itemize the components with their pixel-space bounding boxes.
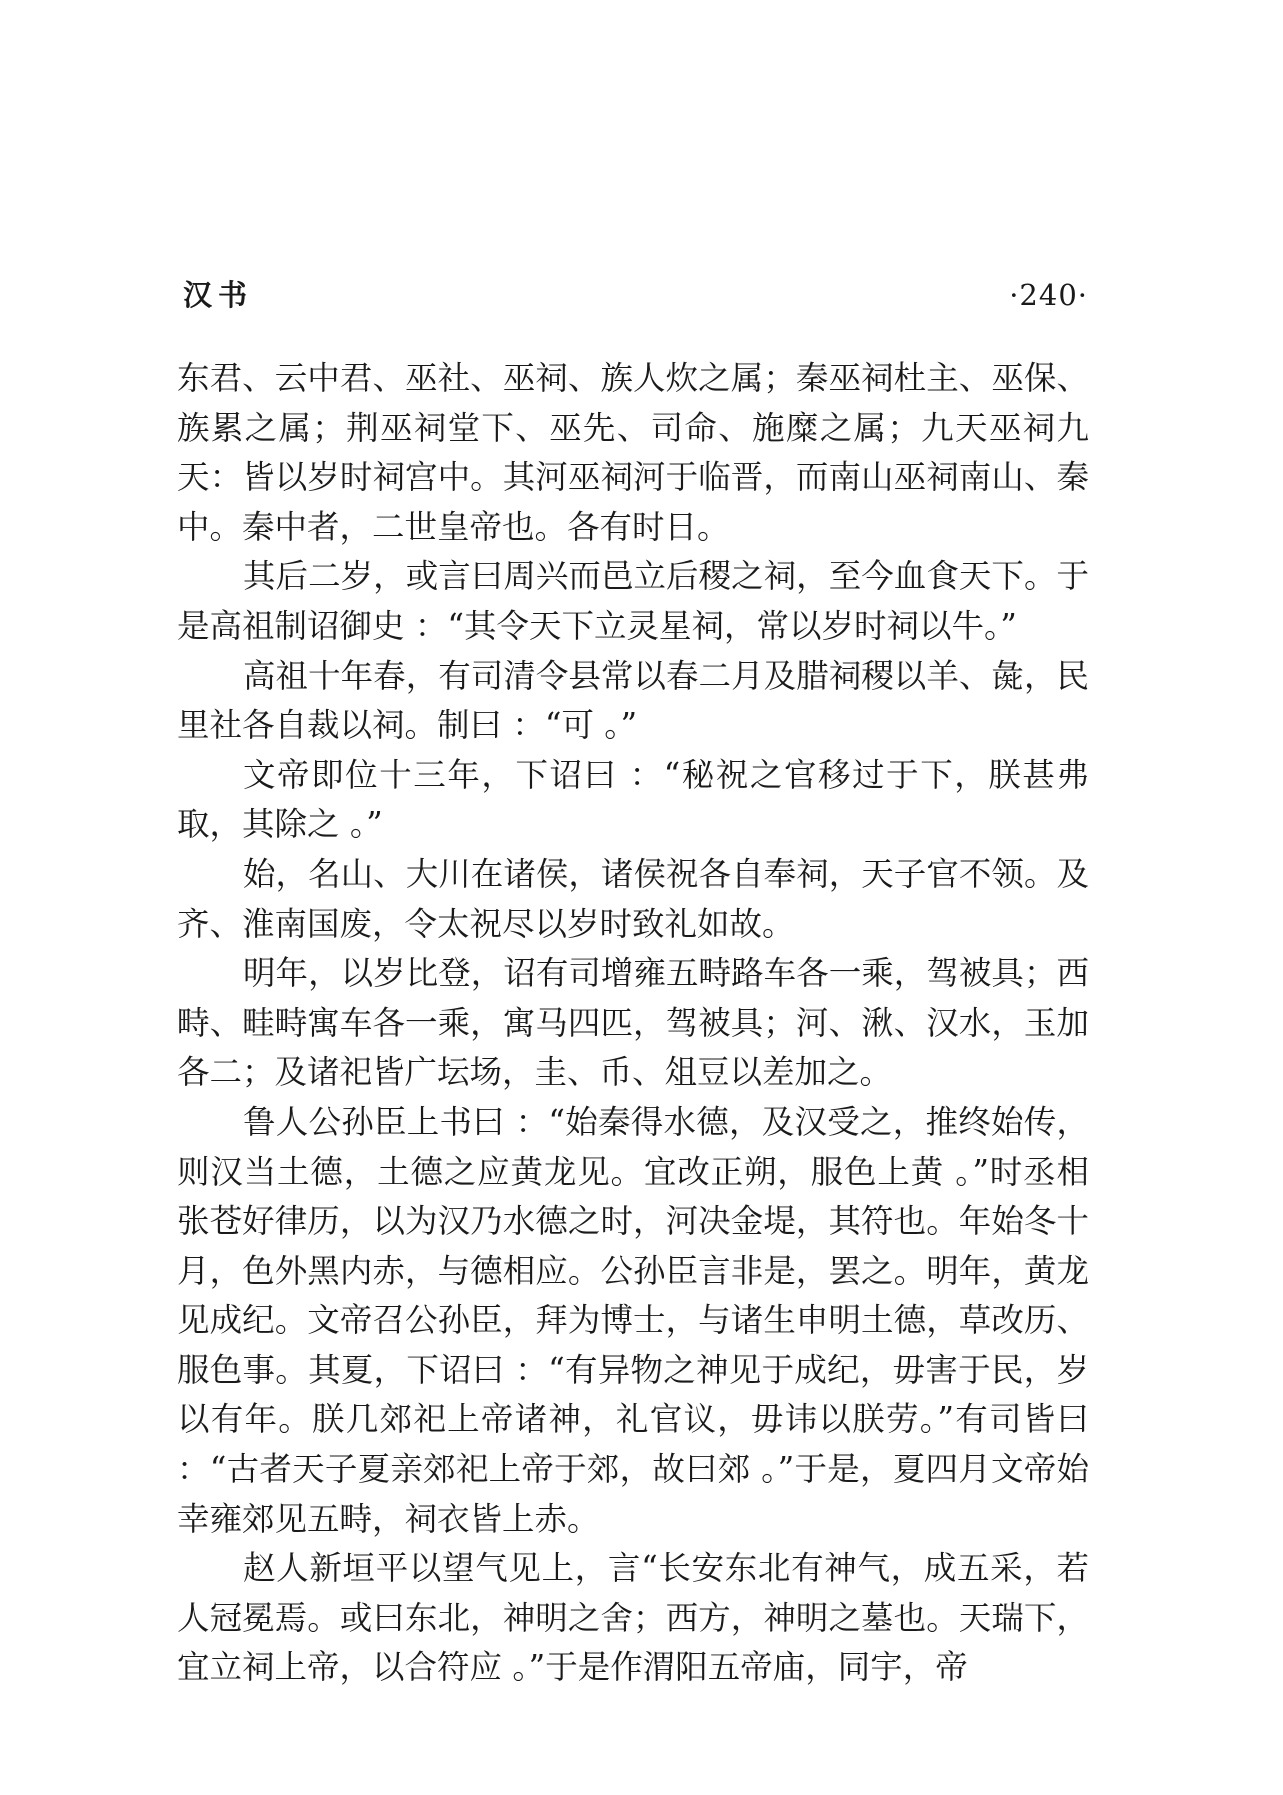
paragraph: 始，名山、大川在诸侯，诸侯祝各自奉祠，天子官不领。及齐、淮南国废，令太祝尽以岁时致礼如故。 <box>177 854 1089 943</box>
running-header <box>183 273 1088 317</box>
paragraph: 鲁人公孙臣上书曰 ：“始秦得水德，及汉受之，推终始传，则汉当土德，土德之应黄龙见。宜改正朔，服色上黄 。”时丞相张苍好律历，以为汉乃水德之时，河决金堤，其符也。年始冬十月，色外黑内赤，与德相应。公孙臣言非是，罢之。明年，黄龙见成纪。文帝召公孙臣，拜为博士，与诸生申明土德，草改历、服色事。其夏，下诏曰 ：“有异物之神见于成纪，毋害于民，岁以有年。朕几郊祀上帝诸神，礼官议，毋讳以朕劳。”有司皆曰 ：“古者天子夏亲郊祀上帝于郊，故曰郊 。”于是，夏四月文帝始幸雍郊见五畤，祠衣皆上赤。 <box>177 1102 1089 1538</box>
book-title: 汉书 <box>183 278 254 312</box>
paragraph: 赵人新垣平以望气见上，言“长安东北有神气，成五采，若人冠冕焉。或曰东北，神明之舍；西方，神明之墓也。天瑞下，宜立祠上帝，以合符应 。”于是作渭阳五帝庙，同宇，帝 <box>177 1549 1089 1687</box>
paragraph: 明年，以岁比登，诏有司增雍五畤路车各一乘，驾被具；西畤、畦畤寓车各一乘，寓马四匹，驾被具；河、湫、汉水，玉加各二；及诸祀皆广坛场，圭、币、俎豆以差加之。 <box>177 954 1089 1092</box>
paragraph: 高祖十年春，有司清令县常以春二月及腊祠稷以羊、彘，民里社各自裁以祠。制曰 ：“可 。” <box>177 656 1089 745</box>
paragraph: 文帝即位十三年，下诏曰 ：“秘祝之官移过于下，朕甚弗取，其除之 。” <box>177 755 1089 844</box>
page-number: ·240· <box>1009 278 1088 312</box>
paragraph: 东君、云中君、巫社、巫祠、族人炊之属；秦巫祠杜主、巫保、族累之属；荆巫祠堂下、巫先、司命、施糜之属；九天巫祠九天：皆以岁时祠宫中。其河巫祠河于临晋，而南山巫祠南山、秦中。秦中者，二世皇帝也。各有时日。 <box>177 359 1089 546</box>
paragraph: 其后二岁，或言曰周兴而邑立后稷之祠，至今血食天下。于是高祖制诏御史 ：“其令天下立灵星祠，常以岁时祠以牛。” <box>177 557 1089 645</box>
body-text <box>177 354 1089 1693</box>
